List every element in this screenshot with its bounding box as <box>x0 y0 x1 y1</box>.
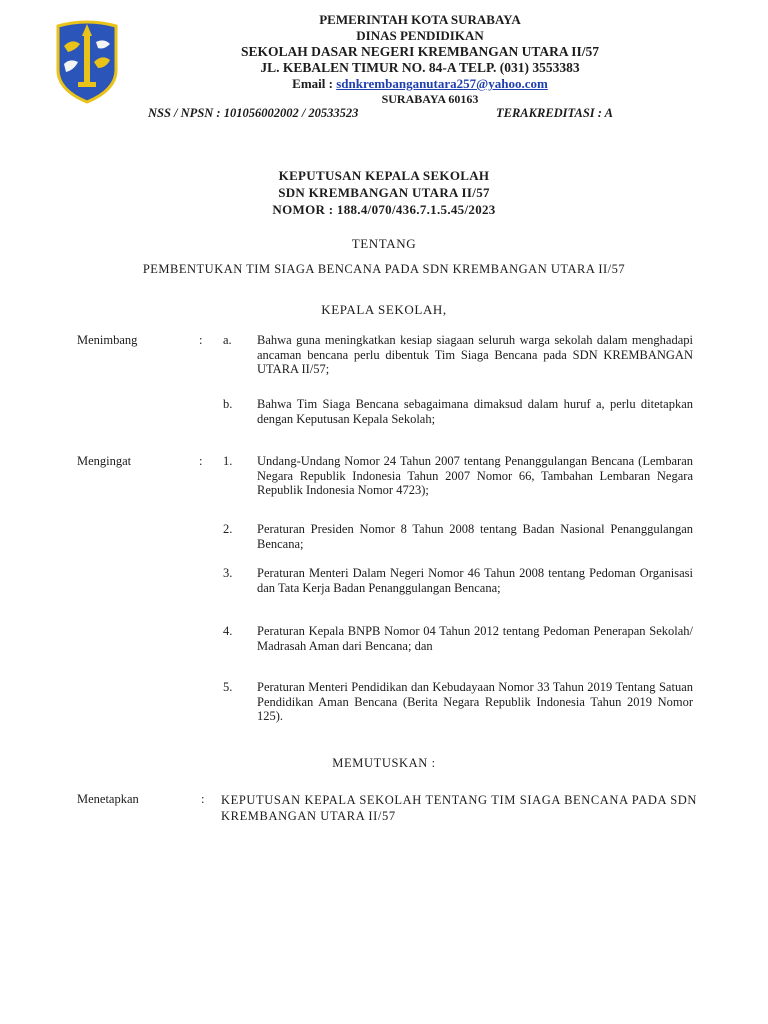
issuer-heading: KEPALA SEKOLAH, <box>321 302 447 317</box>
menimbang-label: Menimbang <box>77 333 138 347</box>
list-marker: 3. <box>223 566 233 580</box>
menimbang-colon: : <box>199 333 203 347</box>
mengingat-item-5: Peraturan Menteri Pendidikan dan Kebudayaan Nomor 33 Tahun 2019 Tentang Satuan Pendidikan Aman Bencana (Berita Negara Republik Indonesia Tahun 2019 Nomor 125). <box>257 680 693 723</box>
letterhead-city: SURABAYA 60163 <box>381 92 479 106</box>
menetapkan-text: KEPUTUSAN KEPALA SEKOLAH TENTANG TIM SIAGA BENCANA PADA SDN KREMBANGAN UTARA II/57 <box>221 793 697 823</box>
mengingat-colon: : <box>199 454 203 468</box>
decree-school: SDN KREMBANGAN UTARA II/57 <box>278 185 490 200</box>
memutuskan-heading: MEMUTUSKAN : <box>332 756 436 770</box>
email-link[interactable]: sdnkrembanganutara257@yahoo.com <box>336 76 548 91</box>
mengingat-item-4: Peraturan Kepala BNPB Nomor 04 Tahun 2012 tentang Pedoman Penerapan Sekolah/ Madrasah Aman dari Bencana; dan <box>257 624 693 653</box>
menimbang-item-a: Bahwa guna meningkatkan kesiap siagaan seluruh warga sekolah dalam menghadapi ancaman bencana perlu dibentuk Tim Siaga Bencana pada SDN KREMBANGAN UTARA II/57; <box>257 333 693 376</box>
list-marker: 1. <box>223 454 233 468</box>
menetapkan-colon: : <box>201 792 205 806</box>
surabaya-emblem-icon <box>52 18 122 104</box>
list-marker: 5. <box>223 680 233 694</box>
menetapkan-label: Menetapkan <box>77 792 139 806</box>
menimbang-item-b: Bahwa Tim Siaga Bencana sebagaimana dimaksud dalam huruf a, perlu ditetapkan dengan Keputusan Kepala Sekolah; <box>257 397 693 426</box>
decree-subject: PEMBENTUKAN TIM SIAGA BENCANA PADA SDN KREMBANGAN UTARA II/57 <box>142 262 626 276</box>
letterhead-address: JL. KEBALEN TIMUR NO. 84-A TELP. (031) 3553383 <box>260 60 580 75</box>
letterhead-email-line <box>140 76 700 92</box>
letterhead-government: PEMERINTAH KOTA SURABAYA <box>319 12 521 27</box>
mengingat-item-1: Undang-Undang Nomor 24 Tahun 2007 tentang Penanggulangan Bencana (Lembaran Negara Republik Indonesia Tahun 2007 Nomor 66, Tambahan Lembaran Negara Republik Indonesia Nomor 4723); <box>257 454 693 497</box>
nss-npsn: NSS / NPSN : 101056002002 / 20533523 <box>148 106 359 120</box>
decree-title: KEPUTUSAN KEPALA SEKOLAH <box>278 168 490 183</box>
mengingat-label: Mengingat <box>77 454 132 468</box>
list-marker: 4. <box>223 624 233 638</box>
list-marker: a. <box>223 333 232 347</box>
email-label: Email : <box>292 76 337 91</box>
letterhead-department: DINAS PENDIDIKAN <box>356 28 484 43</box>
mengingat-item-2: Peraturan Presiden Nomor 8 Tahun 2008 tentang Badan Nasional Penanggulangan Bencana; <box>257 522 693 551</box>
list-marker: 2. <box>223 522 233 536</box>
letterhead-school-name: SEKOLAH DASAR NEGERI KREMBANGAN UTARA II/57 <box>241 44 599 59</box>
accreditation: TERAKREDITASI : A <box>496 106 613 120</box>
mengingat-item-3: Peraturan Menteri Dalam Negeri Nomor 46 Tahun 2008 tentang Pedoman Organisasi dan Tata Kerja Badan Penanggulangan Bencana; <box>257 566 693 595</box>
tentang-heading: TENTANG <box>351 236 417 251</box>
decree-number: NOMOR : 188.4/070/436.7.1.5.45/2023 <box>272 202 496 217</box>
list-marker: b. <box>223 397 233 411</box>
